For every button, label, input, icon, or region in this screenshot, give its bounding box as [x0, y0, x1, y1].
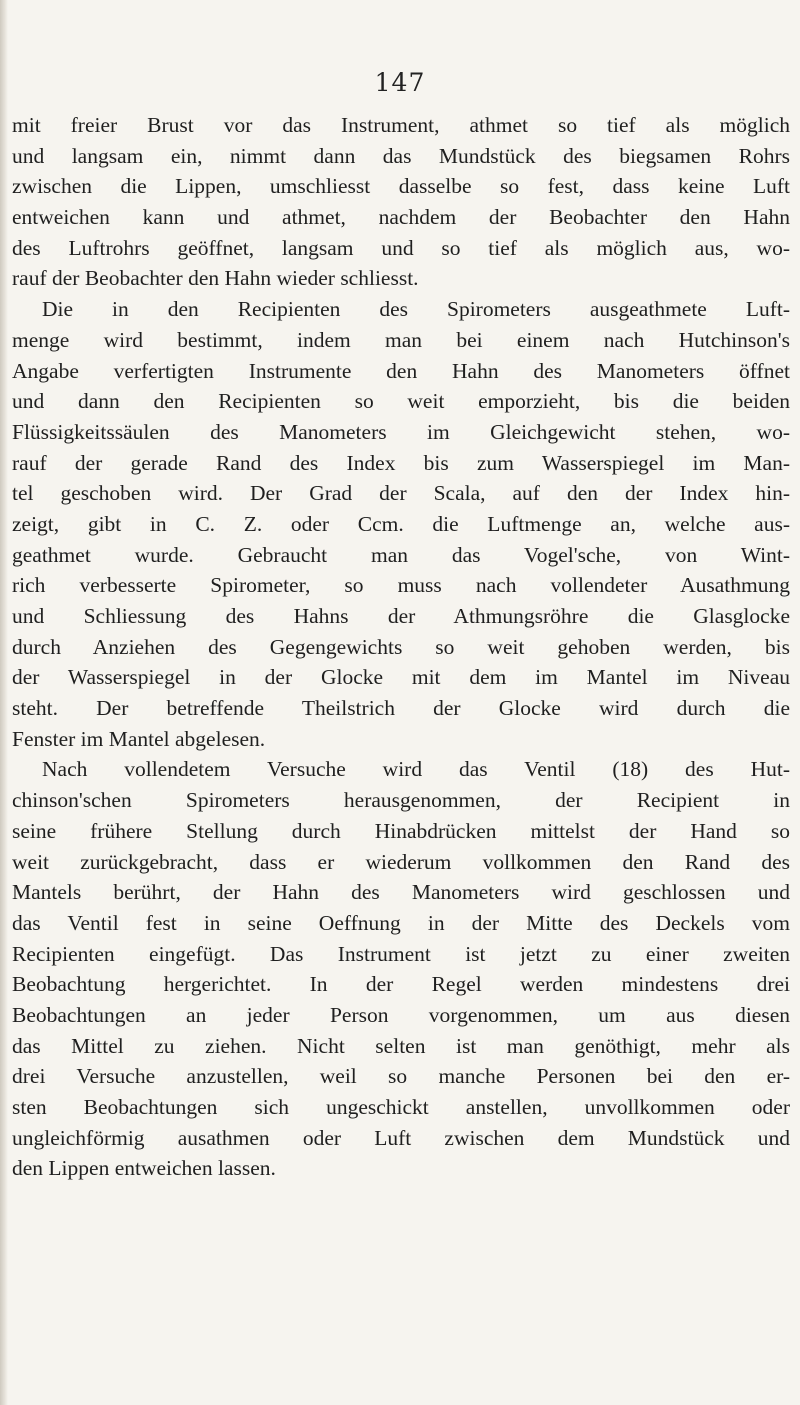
text-line: Fenster im Mantel abgelesen. — [12, 726, 266, 751]
text-line: seine frühere Stellung durch Hinabdrücken mittelst der Hand so — [12, 818, 790, 843]
text-line: Mantels berührt, der Hahn des Manometers wird geschlossen und — [12, 880, 790, 905]
text-line: steht. Der betreffende Theilstrich der Glocke wird durch die — [12, 696, 790, 721]
text-line: ungleichförmig ausathmen oder Luft zwischen dem Mundstück und — [12, 1125, 790, 1150]
paragraph-2 — [12, 294, 790, 754]
paragraph-1 — [12, 110, 790, 294]
text-line: geathmet wurde. Gebraucht man das Vogel'sche, von Wint- — [12, 542, 790, 567]
text-line: zeigt, gibt in C. Z. oder Ccm. die Luftmenge an, welche aus- — [12, 511, 790, 536]
text-line: den Lippen entweichen lassen. — [12, 1156, 276, 1181]
text-line: Recipienten eingefügt. Das Instrument ist jetzt zu einer zweiten — [12, 941, 790, 966]
text-line: Beobachtung hergerichtet. In der Regel werden mindestens drei — [12, 972, 790, 997]
body-text — [12, 110, 790, 1184]
text-line: tel geschoben wird. Der Grad der Scala, auf den der Index hin- — [12, 481, 790, 506]
text-line: mit freier Brust vor das Instrument, athmet so tief als möglich — [12, 113, 790, 137]
text-line: Flüssigkeitssäulen des Manometers im Gleichgewicht stehen, wo- — [12, 419, 790, 444]
text-line: Nach vollendetem Versuche wird das Ventil (18) des Hut- — [42, 757, 790, 782]
text-line: durch Anziehen des Gegengewichts so weit gehoben werden, bis — [12, 634, 790, 659]
text-line: und langsam ein, nimmt dann das Mundstück des biegsamen Rohrs — [12, 143, 790, 168]
text-line: das Ventil fest in seine Oeffnung in der Mitte des Deckels vom — [12, 910, 790, 935]
text-line: das Mittel zu ziehen. Nicht selten ist man genöthigt, mehr als — [12, 1033, 790, 1058]
text-line: und Schliessung des Hahns der Athmungsröhre die Glasglocke — [12, 604, 790, 628]
text-line: Beobachtungen an jeder Person vorgenommen, um aus diesen — [12, 1002, 790, 1027]
text-line: Die in den Recipienten des Spirometers ausgeathmete Luft- — [42, 297, 790, 322]
text-line: drei Versuche anzustellen, weil so manche Personen bei den er- — [12, 1064, 790, 1089]
page-binding-edge — [0, 0, 8, 1405]
text-line: zwischen die Lippen, umschliesst dasselbe so fest, dass keine Luft — [12, 174, 790, 199]
text-line: und dann den Recipienten so weit emporzieht, bis die beiden — [12, 389, 790, 414]
text-line: weit zurückgebracht, dass er wiederum vollkommen den Rand des — [12, 849, 790, 874]
text-line: Angabe verfertigten Instrumente den Hahn des Manometers öffnet — [12, 358, 790, 383]
text-line: rich verbesserte Spirometer, so muss nach vollendeter Ausathmung — [12, 573, 790, 598]
text-line: des Luftrohrs geöffnet, langsam und so tief als möglich aus, wo- — [12, 235, 790, 260]
text-line: rauf der gerade Rand des Index bis zum Wasserspiegel im Man- — [12, 450, 790, 475]
text-line: menge wird bestimmt, indem man bei einem nach Hutchinson's — [12, 327, 790, 352]
text-line: entweichen kann und athmet, nachdem der Beobachter den Hahn — [12, 205, 790, 230]
text-line: sten Beobachtungen sich ungeschickt anstellen, unvollkommen oder — [12, 1095, 790, 1119]
paragraph-3 — [12, 754, 790, 1184]
page-number: 147 — [374, 68, 426, 97]
text-line: chinson'schen Spirometers herausgenommen, der Recipient in — [12, 788, 790, 813]
text-line: rauf der Beobachter den Hahn wieder schliesst. — [12, 266, 419, 291]
text-line: der Wasserspiegel in der Glocke mit dem im Mantel im Niveau — [12, 665, 790, 690]
